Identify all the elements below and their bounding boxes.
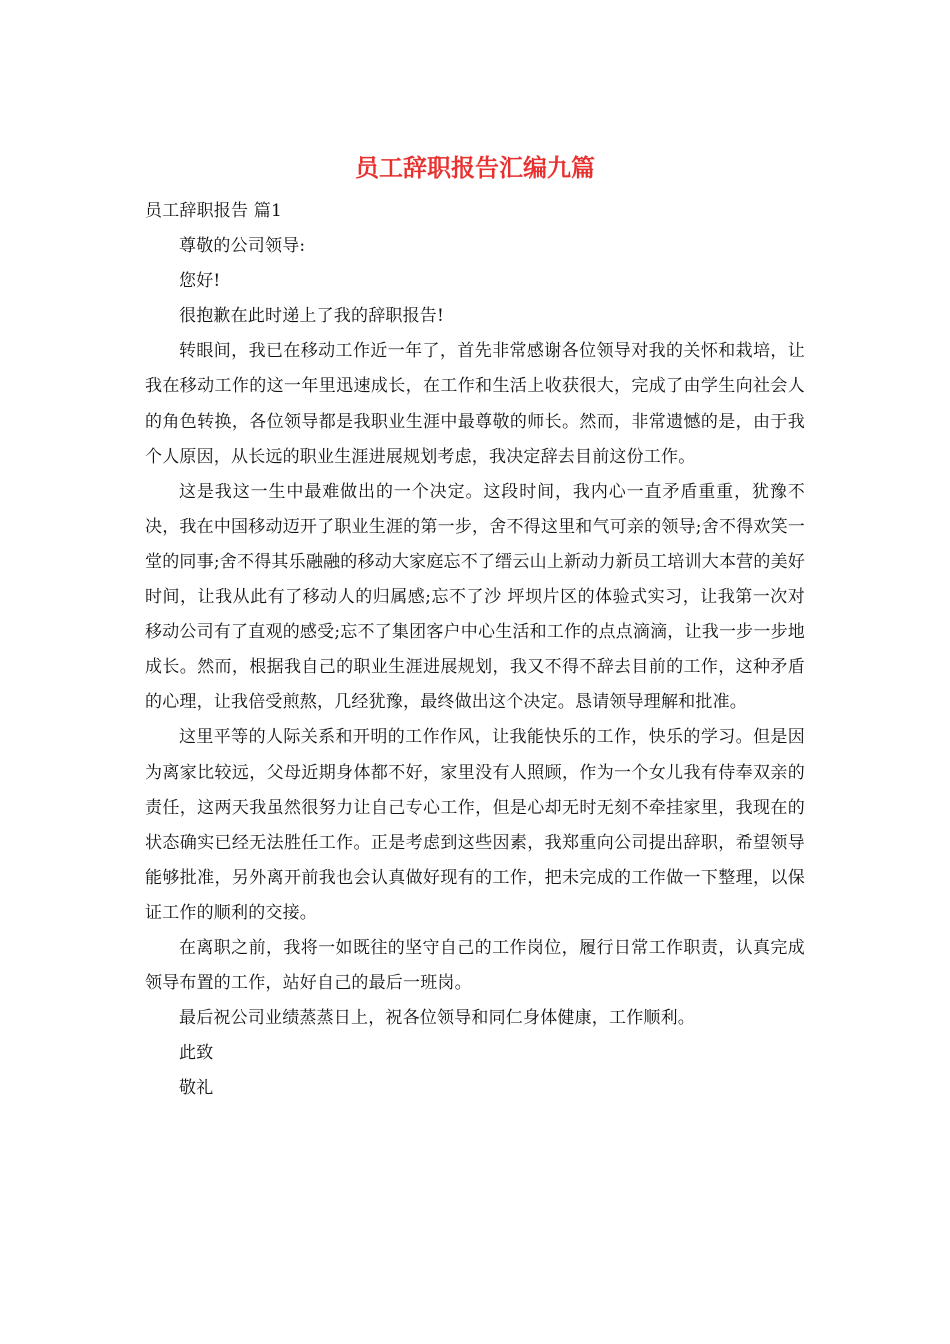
- greeting: 您好!: [179, 271, 221, 292]
- body-paragraph-4: 这里平等的人际关系和开明的工作作风，让我能快乐的工作，快乐的学习。但是因为离家比较远，父母近期身体都不好，家里没有人照顾，作为一个女儿我有侍奉双亲的责任，这两天我虽然很努力让自己专心工作，但是心却无时无刻不牵挂家里，我现在的状态确实已经无法胜任工作。正是考虑到这些因素，我郑重向公司提出辞职，希望领导能够批准，另外离开前我也会认真做好现有的工作，把未完成的工作做一下整理，以保证工作的顺利的交接。: [145, 727, 805, 923]
- body-paragraph-2: 转眼间，我已在移动工作近一年了，首先非常感谢各位领导对我的关怀和栽培，让我在移动工作的这一年里迅速成长，在工作和生活上收获很大，完成了由学生向社会人的角色转换，各位领导都是我职业生涯中最尊敬的师长。然而，非常遗憾的是，由于我个人原因，从长远的职业生涯进展规划考虑，我决定辞去目前这份工作。: [145, 341, 805, 467]
- body-paragraph-5: 在离职之前，我将一如既往的坚守自己的工作岗位，履行日常工作职责，认真完成领导布置的工作，站好自己的最后一班岗。: [145, 937, 805, 994]
- salutation: 尊敬的公司领导:: [179, 236, 306, 257]
- section-heading: 员工辞职报告 篇1: [145, 201, 283, 221]
- closing-line-1: 此致: [179, 1043, 214, 1064]
- body-paragraph-3: 这是我这一生中最难做出的一个决定。这段时间，我内心一直矛盾重重，犹豫不决，我在中国移动迈开了职业生涯的第一步，舍不得这里和气可亲的领导;舍不得欢笑一堂的同事;舍不得其乐融融的移动大家庭忘不了缙云山上新动力新员工培训大本营的美好时间，让我从此有了移动人的归属感;忘不了沙 坪坝片区的体验式实习，让我第一次对移动公司有了直观的感受;忘不了集团客户中心生活和工作的点点滴滴，让我一步一步地成长。然而，根据我自己的职业生涯进展规划，我又不得不辞去目前的工作，这种矛盾的心理，让我倍受煎熬，几经犹豫，最终做出这个决定。恳请领导理解和批准。: [145, 481, 805, 713]
- document-body: [145, 194, 805, 1106]
- body-paragraph-6: 最后祝公司业绩蒸蒸日上，祝各位领导和同仁身体健康，工作顺利。: [179, 1008, 695, 1029]
- document-title: 员工辞职报告汇编九篇: [355, 153, 595, 182]
- body-paragraph-1: 很抱歉在此时递上了我的辞职报告!: [179, 306, 445, 327]
- closing-line-2: 敬礼: [179, 1078, 214, 1099]
